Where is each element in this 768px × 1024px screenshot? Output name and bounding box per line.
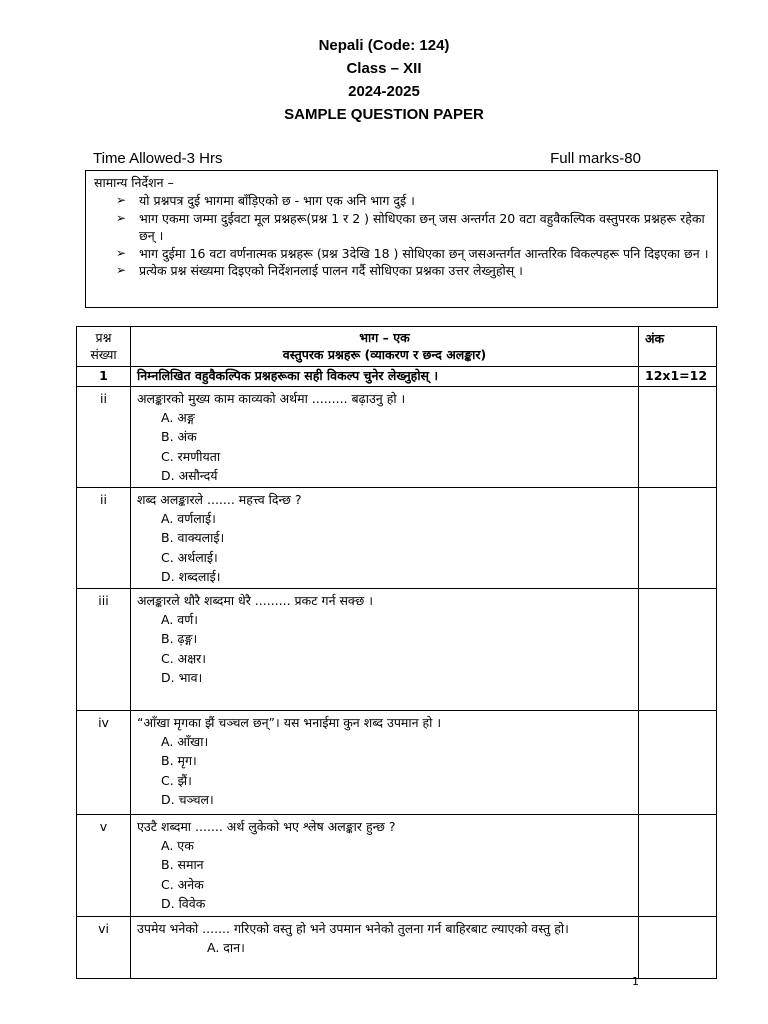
table-row bbox=[77, 387, 717, 488]
question-number: vi bbox=[77, 917, 131, 979]
option-b: B. अंक bbox=[161, 429, 197, 445]
table-row bbox=[77, 711, 717, 815]
instruction-item: ➢ भाग एकमा जम्मा दुईवटा मूल प्रश्नहरू(प्रश्न 1 र 2 ) सोधिएका छन् जस अन्तर्गत 20 वटा वहुवैकल्पिक वस्तुपरक प्रश्नहरू रहेका छन् । bbox=[116, 210, 705, 244]
instruction-item: ➢ प्रत्येक प्रश्न संख्यमा दिइएको निर्देशनलाई पालन गर्दै सोधिएका प्रश्नका उत्तर लेख्नुहोस् । bbox=[116, 263, 523, 279]
arrow-bullet-icon: ➢ bbox=[116, 210, 127, 225]
instruction-item: ➢ भाग दुईमा 16 वटा वर्णनात्मक प्रश्नहरू (प्रश्न 3देखि 18 ) सोधिएका छन् जसअन्तर्गत आन्तरिक विकल्पहरू पनि दिइएका छन । bbox=[116, 245, 709, 261]
marks-cell bbox=[639, 488, 717, 589]
option-a: A. आँखा। bbox=[161, 734, 209, 750]
option-a: A. वर्णलाई। bbox=[161, 511, 216, 527]
option-a: A. दान। bbox=[207, 940, 245, 956]
class-label: Class – XII bbox=[346, 60, 422, 77]
table-row bbox=[77, 488, 717, 589]
option-b: B. ढ़ङ्ग। bbox=[161, 631, 198, 647]
marks-cell bbox=[639, 917, 717, 979]
time-allowed: Time Allowed-3 Hrs bbox=[93, 150, 223, 167]
instructions-box bbox=[85, 170, 718, 308]
option-c: C. अनेक bbox=[161, 876, 204, 892]
question-number: v bbox=[77, 815, 131, 917]
question-cell bbox=[131, 917, 639, 979]
marks-cell bbox=[639, 711, 717, 815]
question-cell bbox=[131, 815, 639, 917]
question-cell bbox=[131, 387, 639, 488]
option-c: C. अक्षर। bbox=[161, 650, 207, 666]
marks-cell bbox=[639, 815, 717, 917]
option-d: D. असौन्दर्य bbox=[161, 467, 218, 483]
instructions-title: सामान्य निर्देशन – bbox=[94, 175, 174, 190]
option-a: A. एक bbox=[161, 838, 194, 854]
option-d: D. विवेक bbox=[161, 895, 206, 911]
question-number: iii bbox=[77, 589, 131, 711]
option-d: D. चञ्चल। bbox=[161, 791, 214, 807]
question-number: iv bbox=[77, 711, 131, 815]
question-cell bbox=[131, 589, 639, 711]
session-year: 2024-2025 bbox=[348, 83, 420, 100]
question-text: निम्नलिखित वहुवैकल्पिक प्रश्नहरूका सही विकल्प चुनेर लेख्नुहोस् । bbox=[131, 367, 639, 387]
table-row bbox=[77, 917, 717, 979]
marks-cell: 12x1=12 bbox=[639, 367, 717, 387]
question-table bbox=[76, 326, 717, 979]
question-number: ii bbox=[77, 387, 131, 488]
option-c: C. रमणीयता bbox=[161, 448, 221, 464]
option-b: B. समान bbox=[161, 857, 204, 873]
option-d: D. भाव। bbox=[161, 669, 203, 685]
table-row bbox=[77, 367, 717, 387]
marks-header: अंक bbox=[639, 327, 717, 367]
arrow-bullet-icon: ➢ bbox=[116, 263, 127, 278]
section-title: भाग – एक bbox=[359, 330, 410, 345]
arrow-bullet-icon: ➢ bbox=[116, 193, 127, 207]
arrow-bullet-icon: ➢ bbox=[116, 245, 127, 260]
instructions-list bbox=[94, 192, 709, 280]
question-text: अलङ्कारले थौरै शब्दमा धेरै ......... प्रकट गर्न सक्छ । bbox=[137, 593, 374, 609]
question-number-header: प्रश्न संख्या bbox=[77, 327, 131, 367]
question-cell bbox=[131, 711, 639, 815]
instruction-item: ➢ यो प्रश्नपत्र दुई भागमा बाँड़िएको छ - भाग एक अनि भाग दुई । bbox=[116, 193, 415, 208]
option-c: C. अर्थलाई। bbox=[161, 549, 218, 565]
table-row bbox=[77, 589, 717, 711]
option-d: D. शब्दलाई। bbox=[161, 568, 221, 584]
subject-title: Nepali (Code: 124) bbox=[318, 37, 450, 54]
table-row bbox=[77, 815, 717, 917]
option-a: A. वर्ण। bbox=[161, 612, 199, 628]
marks-cell bbox=[639, 589, 717, 711]
option-c: C. झैं। bbox=[161, 772, 192, 788]
question-text: अलङ्कारको मुख्य काम काव्यको अर्थमा ......... बढ़ाउनु हो । bbox=[137, 391, 406, 406]
option-b: B. मृग। bbox=[161, 753, 197, 769]
question-number: 1 bbox=[77, 367, 131, 387]
question-number: ii bbox=[77, 488, 131, 589]
question-text: शब्द अलङ्कारले ....... महत्त्व दिन्छ ? bbox=[137, 492, 302, 508]
full-marks: Full marks-80 bbox=[550, 150, 641, 167]
question-cell bbox=[131, 488, 639, 589]
section-header bbox=[131, 327, 639, 367]
question-text: उपमेय भनेको ....... गरिएको वस्तु हो भने उपमान भनेको तुलना गर्न बाहिरबाट ल्याएको वस्तु हो। bbox=[137, 921, 569, 937]
question-text: “आँखा मृगका झैं चञ्चल छन्”। यस भनाईमा कुन शब्द उपमान हो । bbox=[137, 715, 442, 731]
option-b: B. वाक्यलाई। bbox=[161, 530, 225, 546]
paper-title: SAMPLE QUESTION PAPER bbox=[284, 106, 484, 123]
table-header-row bbox=[77, 327, 717, 367]
question-text: एउटै शब्दमा ....... अर्थ लुकेको भए श्लेष अलङ्कार हुन्छ ? bbox=[137, 819, 396, 835]
document-header bbox=[0, 34, 768, 126]
exam-meta bbox=[93, 150, 641, 170]
section-subtitle: वस्तुपरक प्रश्नहरू (व्याकरण र छन्द अलङ्कार) bbox=[282, 347, 487, 362]
marks-cell bbox=[639, 387, 717, 488]
option-a: A. अङ्ग bbox=[161, 410, 195, 426]
page-number: 1 bbox=[632, 975, 639, 988]
